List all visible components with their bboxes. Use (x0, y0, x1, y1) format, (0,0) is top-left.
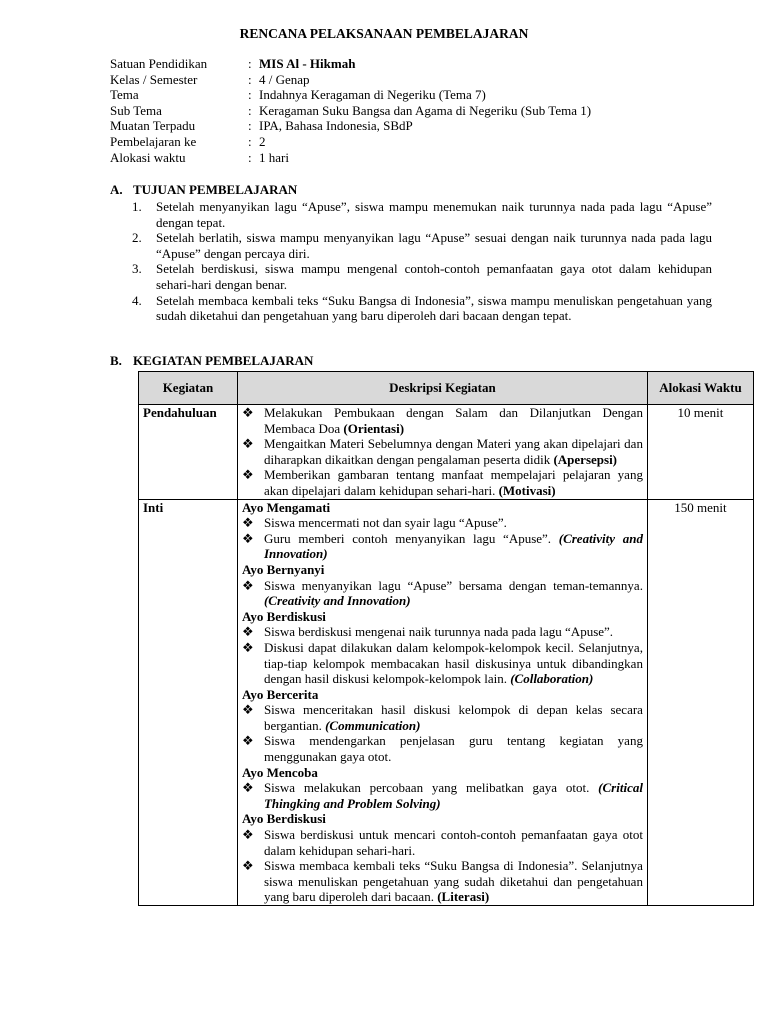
activity-tag: (Collaboration) (510, 671, 594, 687)
info-value: 4 / Genap (259, 71, 310, 87)
list-item (132, 199, 712, 230)
diamond-bullet-icon: ❖ (241, 733, 254, 749)
diamond-bullet-icon: ❖ (241, 436, 254, 452)
info-label: Kelas / Semester (110, 71, 198, 87)
info-value: 1 hari (259, 149, 289, 165)
activity-text: Memberikan gambaran tentang manfaat mempelajari pelajaran yang akan dipelajari dalam kehidupan sehari-hari. (263, 467, 643, 498)
activity-text: Siswa melakukan percobaan yang melibatkan gaya otot. (263, 780, 599, 796)
activity-tag: (Critical Thingking and Problem Solving) (263, 780, 643, 811)
section-heading-tujuan (110, 182, 297, 198)
diamond-bullet-icon: ❖ (241, 405, 254, 420)
activity-tag: (Creativity and Innovation) (263, 593, 411, 609)
document-title: RENCANA PELAKSANAAN PEMBELAJARAN (239, 26, 529, 41)
identity-block (110, 56, 591, 165)
objective-list (132, 199, 712, 324)
table-row (139, 499, 754, 905)
section-letter: A. (110, 182, 123, 197)
activity-text: Siswa berdiskusi mengenai naik turunnya nada pada lagu “Apuse”. (263, 624, 614, 640)
item-number: 2. (132, 230, 142, 246)
header-deskripsi: Deskripsi Kegiatan (237, 372, 647, 405)
section-heading-kegiatan (110, 353, 313, 369)
section-letter: B. (110, 353, 122, 368)
list-item (132, 261, 712, 292)
activity-item (242, 780, 643, 811)
info-row (110, 87, 591, 103)
info-value: Keragaman Suku Bangsa dan Agama di Negeriku (Sub Tema 1) (259, 102, 592, 118)
info-label: Sub Tema (110, 102, 162, 118)
activity-group-title: Ayo Berdiskusi (241, 811, 326, 827)
section-title: KEGIATAN PEMBELAJARAN (133, 353, 314, 368)
item-text: Setelah berdiskusi, siswa mampu mengenal contoh-contoh pemanfaatan gaya otot dalam kehidupan sehari-hari dengan benar. (156, 261, 712, 292)
activity-item (242, 531, 643, 562)
info-row (110, 150, 591, 166)
info-label: Pembelajaran ke (110, 133, 197, 149)
activity-item (242, 858, 643, 905)
activity-group-title: Ayo Mencoba (241, 764, 318, 780)
info-colon: : (248, 102, 252, 118)
phase-description (237, 499, 647, 905)
activity-text: Melakukan Pembukaan dengan Salam dan Dilanjutkan Dengan Membaca Doa (263, 405, 643, 436)
activity-item (242, 467, 643, 498)
header-kegiatan: Kegiatan (139, 372, 238, 405)
activity-item (242, 624, 643, 640)
activity-tag: (Orientasi) (343, 420, 405, 436)
item-text: Setelah berlatih, siswa mampu menyanyikan lagu “Apuse” sesuai dengan naik turunnya nada pada lagu “Apuse” dengan percaya diri. (156, 230, 712, 261)
phase-name: Inti (139, 499, 238, 905)
info-row (110, 134, 591, 150)
diamond-bullet-icon: ❖ (241, 467, 254, 483)
info-colon: : (248, 149, 252, 165)
activity-item (242, 578, 643, 609)
item-number: 3. (132, 261, 142, 277)
info-value: 2 (259, 133, 266, 149)
info-label: Muatan Terpadu (110, 118, 196, 134)
activity-text: Diskusi dapat dilakukan dalam kelompok-kelompok kecil. Selanjutnya, tiap-tiap kelompok membacakan hasil diskusinya untuk dibandingkan dengan hasil diskusi kelompok-kelompok lain. (263, 639, 643, 687)
info-label: Tema (110, 87, 139, 103)
info-row (110, 103, 591, 119)
info-label: Alokasi waktu (110, 149, 186, 165)
activity-tag: (Creativity and Innovation) (263, 530, 643, 562)
activity-tag: (Literasi) (437, 889, 490, 905)
info-value: Indahnya Keragaman di Negeriku (Tema 7) (259, 87, 486, 103)
info-colon: : (248, 118, 252, 134)
activity-item (242, 702, 643, 733)
phase-time: 150 menit (647, 499, 753, 905)
table-header-row (139, 372, 754, 405)
diamond-bullet-icon: ❖ (241, 702, 254, 718)
diamond-bullet-icon: ❖ (241, 530, 254, 546)
section-title: TUJUAN PEMBELAJARAN (133, 182, 298, 197)
phase-time: 10 menit (647, 405, 753, 500)
info-colon: : (248, 87, 252, 103)
phase-description (237, 405, 647, 500)
activity-table (138, 371, 754, 906)
activity-group-title: Ayo Bernyanyi (241, 561, 325, 577)
diamond-bullet-icon: ❖ (241, 827, 254, 843)
activity-text: Siswa mendengarkan penjelasan guru tentang kegiatan yang menggunakan gaya otot. (263, 733, 643, 765)
info-value: IPA, Bahasa Indonesia, SBdP (259, 118, 413, 134)
info-colon: : (248, 56, 252, 71)
activity-tag: (Communication) (325, 717, 421, 733)
activity-text: Guru memberi contoh menyanyikan lagu “Apuse”. (263, 530, 559, 546)
info-colon: : (248, 71, 252, 87)
item-text: Setelah membaca kembali teks “Suku Bangsa di Indonesia”, siswa mampu menuliskan pengetahuan yang sudah diketahui dan pengetahuan yang baru diperoleh dari bacaan dengan tepat. (156, 292, 712, 324)
info-colon: : (248, 133, 252, 149)
activity-tag: (Motivasi) (498, 482, 556, 498)
activity-group-title: Ayo Mengamati (241, 499, 331, 515)
activity-item (242, 827, 643, 858)
activity-item (242, 640, 643, 687)
activity-text: Siswa mencermati not dan syair lagu “Apuse”. (263, 515, 507, 531)
info-row (110, 72, 591, 88)
activity-item (242, 436, 643, 467)
activity-text: Siswa berdiskusi untuk mencari contoh-contoh pemanfaatan gaya otot dalam kehidupan sehari-hari. (263, 827, 643, 858)
info-row (110, 118, 591, 134)
list-item (132, 293, 712, 324)
diamond-bullet-icon: ❖ (241, 624, 254, 640)
list-item (132, 230, 712, 261)
info-label: Satuan Pendidikan (110, 56, 208, 71)
phase-name: Pendahuluan (139, 405, 238, 500)
activity-item (242, 405, 643, 436)
info-value: MIS Al - Hikmah (259, 56, 356, 71)
info-row (110, 56, 591, 72)
activity-tag: (Apersepsi) (553, 451, 618, 467)
diamond-bullet-icon: ❖ (241, 780, 254, 796)
diamond-bullet-icon: ❖ (241, 858, 254, 874)
item-text: Setelah menyanyikan lagu “Apuse”, siswa mampu menemukan naik turunnya nada pada lagu “Apuse” dengan tepat. (156, 199, 712, 230)
diamond-bullet-icon: ❖ (241, 639, 254, 655)
activity-text: Siswa menyanyikan lagu “Apuse” bersama dengan teman-temannya. (263, 577, 643, 593)
diamond-bullet-icon: ❖ (241, 515, 254, 531)
activity-group-title: Ayo Bercerita (241, 686, 319, 702)
header-alokasi: Alokasi Waktu (647, 372, 753, 405)
activity-text: Mengaitkan Materi Sebelumnya dengan Materi yang akan dipelajari dan diharapkan dikaitkan dengan pengalaman peserta didik (263, 436, 643, 467)
item-number: 4. (132, 292, 142, 308)
activity-text: Siswa membaca kembali teks “Suku Bangsa di Indonesia”. Selanjutnya siswa menuliskan pengetahuan yang sudah diketahui dan pengetahuan yang baru diperoleh dari bacaan. (263, 858, 643, 905)
activity-group-title: Ayo Berdiskusi (241, 608, 326, 624)
table-row (139, 405, 754, 500)
activity-item (242, 515, 643, 531)
diamond-bullet-icon: ❖ (241, 577, 254, 593)
item-number: 1. (132, 199, 142, 214)
activity-text: Siswa menceritakan hasil diskusi kelompok di depan kelas secara bergantian. (263, 702, 643, 733)
activity-item (242, 733, 643, 764)
